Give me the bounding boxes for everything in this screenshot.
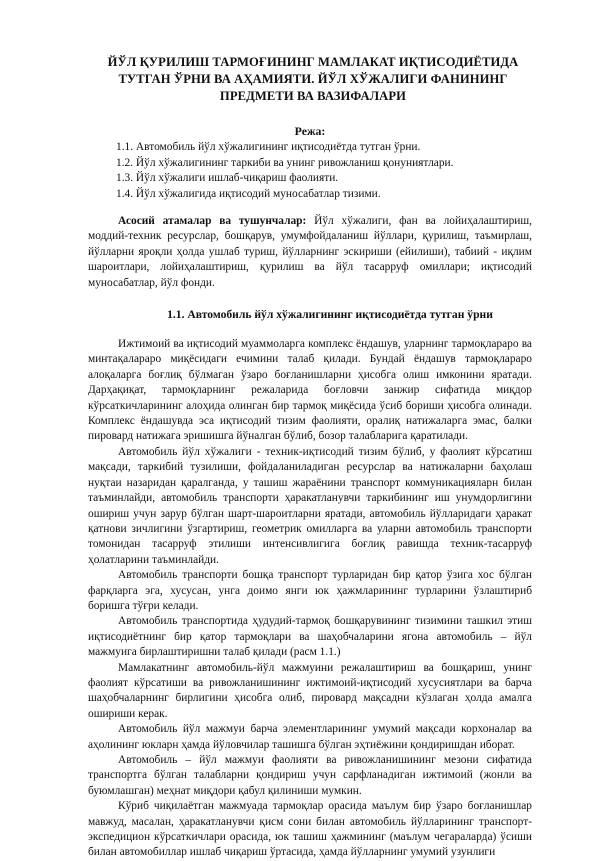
plan-list bbox=[116, 140, 532, 202]
plan-item: 1.2. Йўл хўжалигининг таркиби ва унинг ривожланиш қонуниятлари. bbox=[116, 156, 454, 169]
plan-item: 1.3. Йўл хўжалиги ишлаб-чиқариш фаолияти. bbox=[116, 172, 339, 184]
section-heading: 1.1. Автомобиль йўл хўжалигининг иқтисодиётда тутган ўрни bbox=[167, 308, 493, 322]
key-concepts-text: Йўл хўжалиги, фан ва лойиҳалаштириш, моддий-техник ресурслар, бошқарув, умумфойдаланиш йўллари, қурилиш, таъмирлаш, йўлларни яроқли ҳолда ушлаб туриш, йўлларнинг эскириши (ейилиши), табиий - иқлим шароитлари, лойиҳалаштириш, қурилиш ва йўл тасарруф омиллари; иқтисодий муносабатлар, йўл фонди. bbox=[88, 215, 532, 289]
body-paragraph: Автомобиль – йўл мажмуи фаолияти ва ривожланишининг мезони сифатида транспортга бўлган талабларни қондириш учун сарфланадиган ижтимоий (жонли ва буюмлашган) меҳнат миқдори қабул қилиниши мумкин. bbox=[88, 754, 532, 797]
plan-item: 1.4. Йўл хўжалигида иқтисодий муносабатлар тизими. bbox=[116, 187, 381, 200]
key-concepts-label: Асосий атамалар ва тушунчалар: bbox=[118, 215, 307, 227]
plan-item: 1.1. Автомобиль йўл хўжалигининг иқтисодиётда тутган ўрни. bbox=[116, 141, 421, 153]
body-paragraph: Автомобиль транспорти бошқа транспорт турларидан бир қатор ўзига хос бўлган фарқларга эга, хусусан, унга доимо янги юк ҳажмларининг турларини ўзлаштириб боришга тўғри келади. bbox=[88, 569, 532, 612]
body-paragraph: Ижтимоий ва иқтисодий муаммоларга комплекс ёндашув, уларнинг тармоқлараро ва минтақалараро миқёсидаги ечимини талаб қилади. Бундай ёндашув тармоқлараро алоқаларга боғлиқ бўлмаган ўзаро боғланишларни ҳисобга олиш имконини яратади. Дарҳақиқат, тармоқларнинг режаларида боғловчи занжир сифатида миқдор кўрсаткичларининг алоҳида олинган бир тармоқ миқёсида ўсиб бориши ҳисобга олинади. Комплекс ёндашувда эса иқтисодий тизим фаолияти, оралиқ натижаларга эмас, балки пировард натижага эришишга йўналган бўлиб, бозор талабларига қаратилади. bbox=[88, 338, 532, 443]
body-paragraph: Автомобиль транспортида ҳудудий-тармоқ бошқарувининг тизимини ташкил этиш иқтисодиётнинг бир қатор тармоқлари ва шаҳобчаларини ягона автомобиль – йўл мажмуига бирлаштиришни талаб қилади (расм 1.1.) bbox=[88, 615, 532, 659]
body-paragraph: Мамлакатнинг автомобиль-йўл мажмуини режалаштириш ва бошқариш, унинг фаолият кўрсатиши ва ривожланишининг ижтимоий-иқтисодий хусусиятлари ва барча шаҳобчаларнинг бирлигини ҳисобга олиб, пировард мақсадни кўзлаган ҳолда амалга ошириши керак. bbox=[88, 661, 532, 720]
body-paragraph: Автомобиль йўл хўжалиги - техник-иқтисодий тизим бўлиб, у фаолият кўрсатиш мақсади, таркибий тузилиши, фойдаланиладиган ресурслар ва натижаларни баҳолаш нуқтаи назаридан қаралганда, у ташиш жараёнини транспорт коммуникацияларн билан таъминлайди, автомобиль транспорти ҳаракатланувчи таркибининг иш унумдорлигини ошириш учун зарур бўлган шарт-шароитларни яратади, автомобиль йўлларидаги ҳаракат қатнови зичлигини ўзгартириш, геометрик омилларга ва уларни автомобиль транспорти томонидан тасарруф этилиши интенсивлигига боғлиқ равишда техник-тасарруф ҳолатларини таъминлайди. bbox=[88, 445, 532, 566]
body-paragraph: Кўриб чиқилаётган мажмуада тармоқлар орасида маълум бир ўзаро боғланишлар мавжуд, масалан, ҳаракатланувчи қисм сони билан автомобиль йўлларининг транспорт-экспедицион кўрсаткичлари орасида, юк ташиш ҳажмининг (маълум чегараларда) ўсиши билан автомобиллар ишлаб чиқариш ўртасида, ҳамда йўлларнинг умумий узунлиги bbox=[88, 800, 532, 859]
key-concepts-paragraph bbox=[88, 214, 532, 291]
document-title: ЙЎЛ ҚУРИЛИШ ТАРМОҒИНИНГ МАМЛАКАТ ИҚТИСОДИЁТИДА ТУТГАН ЎРНИ ВА АҲАМИЯТИ. ЙЎЛ ХЎЖАЛИГИ ФАНИНИНГ ПРЕДМЕТИ ВА ВАЗИФАЛАРИ bbox=[107, 55, 519, 103]
plan-heading: Режа: bbox=[294, 124, 326, 138]
body-paragraph: Автомобиль йўл мажмуи барча элементларининг умумий мақсади корхоналар ва аҳолининг юкларн ҳамда йўловчилар ташишга бўлган эҳтиёжини қондиришдан иборат. bbox=[88, 723, 532, 751]
